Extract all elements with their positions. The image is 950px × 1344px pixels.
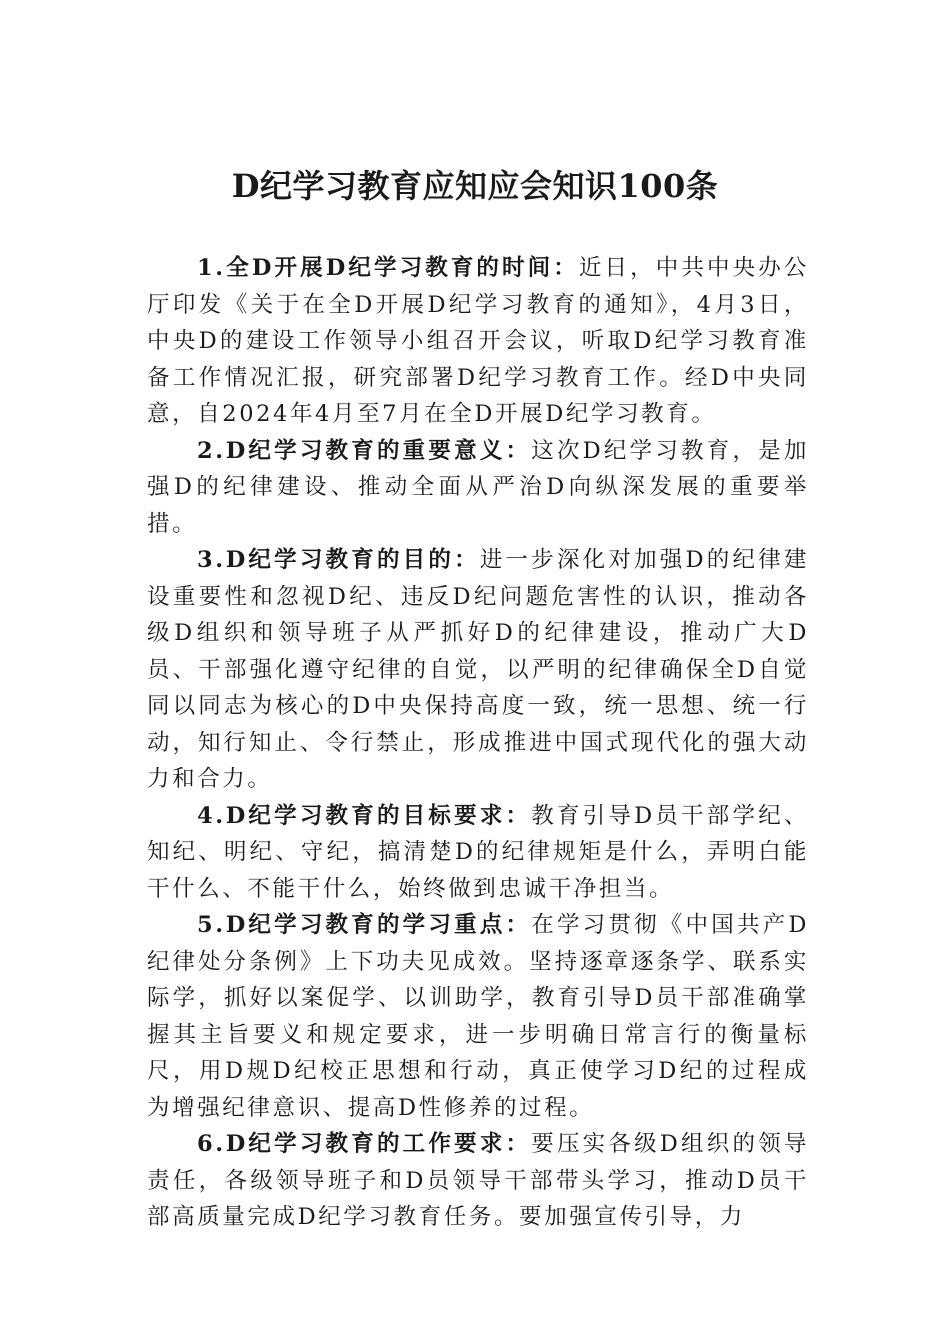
paragraph-text: 进一步深化对加强D的纪律建设重要性和忽视D纪、违反D纪问题危害性的认识，推动各级D组织和领导班子从严抓好D的纪律建设，推动广大D员、干部强化遵守纪律的自觉，以严明的纪律确保全D自觉同以同志为核心的D中央保持高度一致，统一思想、统一行动，知行知止、令行禁止，形成推进中国式现代化的强大动力和合力。 [147, 547, 810, 792]
paragraph-1 [147, 250, 809, 433]
paragraph-text: 要压实各级D组织的领导责任，各级领导班子和D员领导干部带头学习，推动D员干部高质量完成D纪学习教育任务。要加强宣传引导，力 [147, 1131, 810, 1230]
paragraph-heading: 3.D纪学习教育的目的： [197, 547, 480, 573]
paragraph-heading: 1.全D开展D纪学习教育的时间： [197, 255, 579, 281]
document-body [147, 250, 809, 1236]
paragraph-2 [147, 433, 809, 543]
paragraph-text: 教育引导D员干部学纪、知纪、明纪、守纪，搞清楚D的纪律规矩是什么，弄明白能干什么、不能干什么，始终做到忠诚干净担当。 [147, 802, 810, 902]
paragraph-5 [147, 907, 809, 1126]
paragraph-3 [147, 542, 809, 798]
paragraph-text: 近日，中共中央办公厅印发《关于在全D开展D纪学习教育的通知》，4月3日，中央D的建设工作领导小组召开会议，听取D纪学习教育准备工作情况汇报，研究部署D纪学习教育工作。经D中央同意，自2024年4月至7月在全D开展D纪学习教育。 [147, 255, 809, 427]
document-title: D纪学习教育应知应会知识100条 [231, 167, 719, 205]
paragraph-heading: 6.D纪学习教育的工作要求： [197, 1131, 532, 1157]
paragraph-heading: 5.D纪学习教育的学习重点： [197, 912, 532, 938]
paragraph-4 [147, 798, 809, 908]
paragraph-heading: 2.D纪学习教育的重要意义： [197, 437, 532, 464]
paragraph-6 [147, 1126, 809, 1236]
paragraph-text: 这次D纪学习教育，是加强D的纪律建设、推动全面从严治D向纵深发展的重要举措。 [147, 437, 810, 537]
paragraph-heading: 4.D纪学习教育的目标要求： [197, 802, 532, 829]
paragraph-text: 在学习贯彻《中国共产D纪律处分条例》上下功夫见成效。坚持逐章逐条学、联系实际学，抓好以案促学、以训助学，教育引导D员干部准确掌握其主旨要义和规定要求，进一步明确日常言行的衡量标尺，用D规D纪校正思想和行动，真正使学习D纪的过程成为增强纪律意识、提高D性修养的过程。 [147, 912, 810, 1121]
